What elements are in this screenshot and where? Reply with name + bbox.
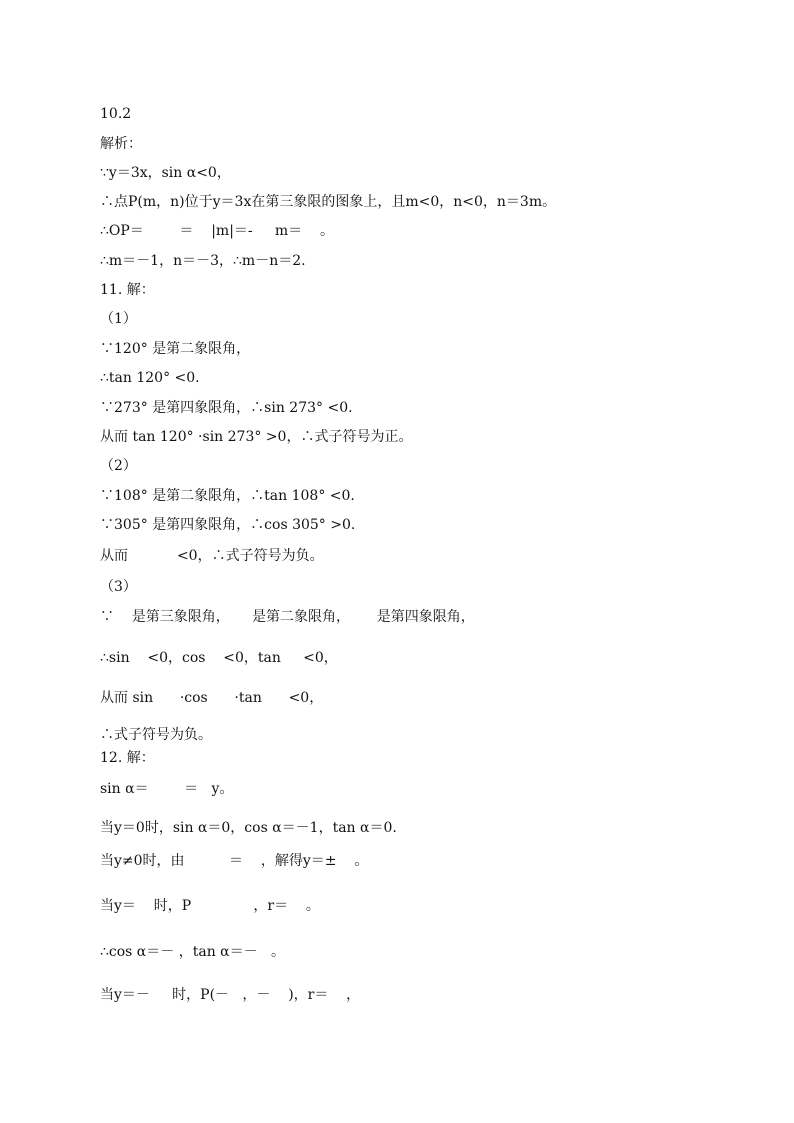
text-line: ∴式子符号为负。 — [100, 727, 212, 743]
answer-12-header: 12. 解： — [100, 750, 155, 766]
text-line: ∵ 是第三象限角， 是第二象限角， 是第四象限角， — [100, 609, 475, 625]
text-line: ∵108° 是第二象限角，∴tan 108° <0. — [100, 488, 355, 504]
text-line: ∵120° 是第二象限角， — [100, 341, 251, 357]
text-line: 从而 tan 120° ·sin 273° >0，∴式子符号为正。 — [100, 429, 413, 445]
part-1-label: （1） — [100, 311, 137, 327]
text-line: 从而 sin ·cos ·tan <0， — [100, 690, 324, 706]
analysis-label: 解析： — [100, 136, 142, 152]
text-line: ∵305° 是第四象限角，∴cos 305° >0. — [100, 517, 356, 533]
text-line: ∴m＝－1，n＝－3，∴m－n＝2. — [100, 253, 306, 269]
text-line: ∴tan 120° <0. — [100, 370, 200, 386]
text-line: ∵y＝3x，sin α<0， — [100, 165, 231, 181]
text-line: 当y＝－ 时，P(－ ，－ )，r＝ ， — [100, 987, 361, 1003]
text-line: ∴sin <0，cos <0，tan <0， — [100, 650, 338, 666]
text-line: sin α＝ ＝ y。 — [100, 781, 234, 797]
text-line: ∴cos α＝－ ，tan α＝－ 。 — [100, 944, 285, 960]
text-line: ∴OP＝ ＝ |m|＝- m＝ 。 — [100, 223, 334, 239]
text-line: 从而 <0，∴式子符号为负。 — [100, 548, 324, 564]
text-line: 当y≠0时，由 ＝ ，解得y＝± 。 — [100, 853, 369, 869]
text-line: ∵273° 是第四象限角，∴sin 273° <0. — [100, 400, 353, 416]
part-2-label: （2） — [100, 458, 137, 474]
text-line: 当y＝ 时，P ，r＝ 。 — [100, 898, 320, 914]
part-3-label: （3） — [100, 579, 137, 595]
text-line: 当y＝0时，sin α＝0，cos α＝－1，tan α＝0. — [100, 820, 397, 836]
text-line: ∴点P(m，n)位于y＝3x在第三象限的图象上，且m<0，n<0，n＝3m。 — [100, 194, 557, 210]
answer-11-header: 11. 解： — [100, 282, 155, 298]
answer-10-header: 10.2 — [100, 106, 132, 122]
